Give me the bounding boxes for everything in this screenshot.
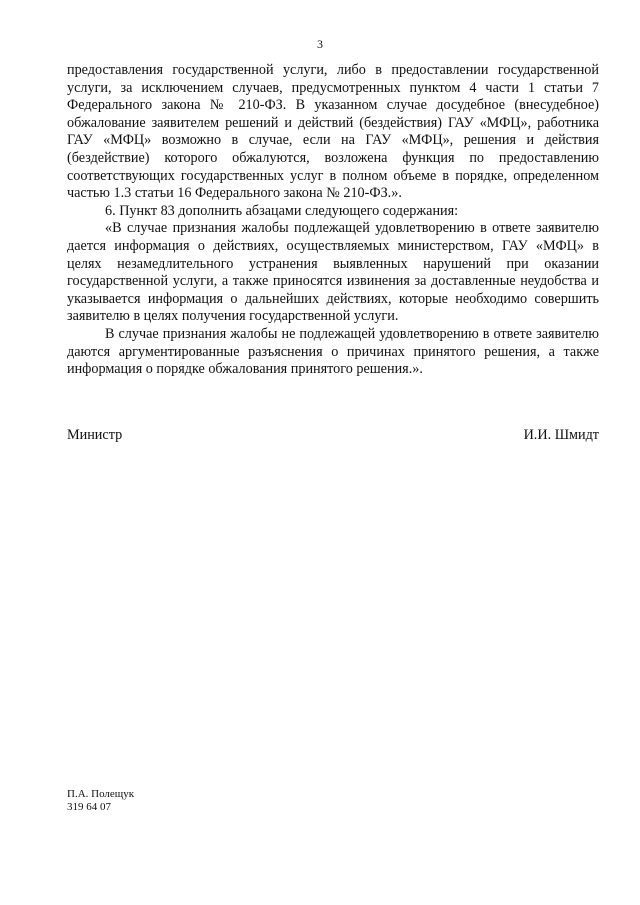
signatory-name: И.И. Шмидт: [523, 427, 599, 443]
signatory-position: Министр: [67, 427, 123, 443]
executor-block: [67, 788, 134, 814]
document-body: [67, 62, 599, 379]
paragraph-complaint-satisfied: «В случае признания жалобы подлежащей удовлетворению в ответе заявителю дается информация о действиях, осуществляемых министерством, ГАУ «МФЦ» в целях незамедлительного устранения выявленных нарушений при оказании государственной услуги, а также приносятся извинения за доставленные неудобства и указывается информация о дальнейших действиях, которые необходимо совершить заявителю в целях получения государственной услуги.: [67, 220, 599, 325]
executor-phone: 319 64 07: [67, 801, 111, 813]
signature-block: [67, 427, 599, 445]
executor-name: П.А. Полещук: [67, 788, 135, 800]
paragraph-continuation: предоставления государственной услуги, либо в предоставлении государственной услуги, за исключением случаев, предусмотренных пунктом 4 части 1 статьи 7 Федерального закона № 210-ФЗ. В указанном случае досудебное (внесудебное) обжалование заявителем решений и действий (бездействия) ГАУ «МФЦ», работника ГАУ «МФЦ» возможно в случае, если на ГАУ «МФЦ», решения и действия (бездействие) которого обжалуются, возложена функция по предоставлению соответствующих государственных услуг в полном объеме в порядке, определенном частью 1.3 статьи 16 Федерального закона № 210-ФЗ.».: [67, 62, 599, 202]
paragraph-item-6: 6. Пункт 83 дополнить абзацами следующего содержания:: [105, 202, 459, 219]
page-number: 3: [317, 37, 323, 51]
paragraph-complaint-rejected: В случае признания жалобы не подлежащей удовлетворению в ответе заявителю даются аргументированные разъяснения о причинах принятого решения, а также информация о порядке обжалования принятого решения.».: [67, 325, 599, 378]
